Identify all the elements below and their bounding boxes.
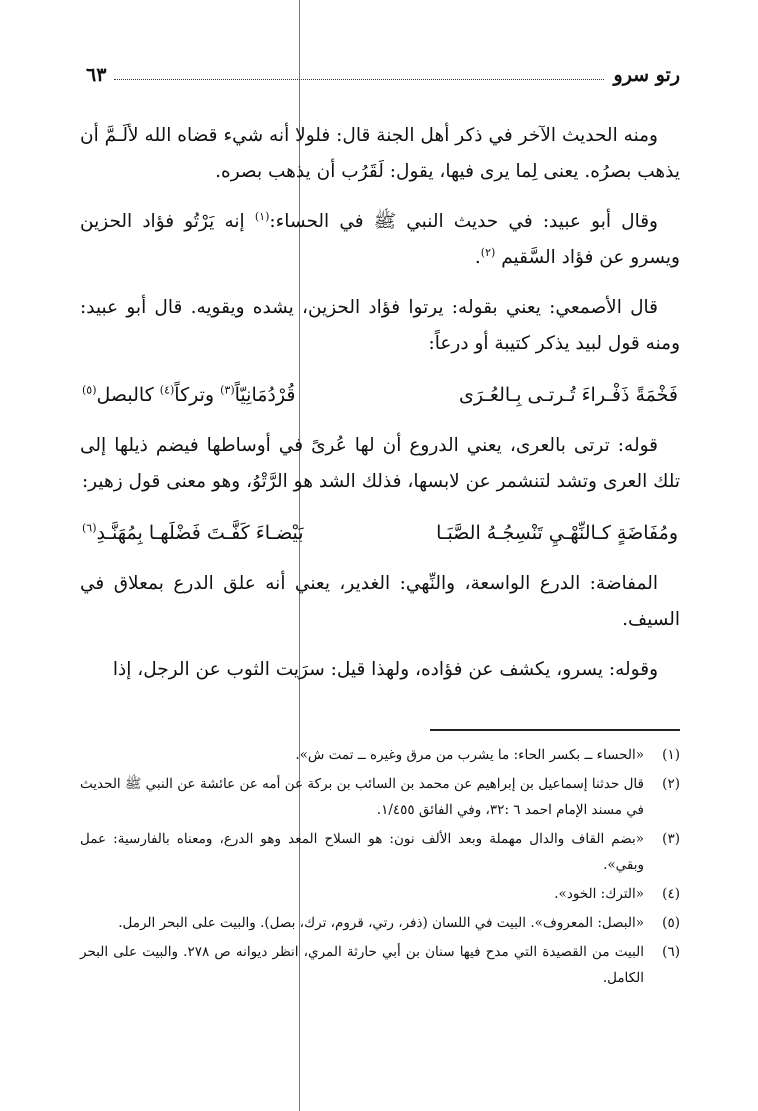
running-header [86, 58, 680, 86]
footnote-text: «الترك: الخود». [554, 886, 644, 902]
verse-1-word-b: وتركاً [174, 384, 221, 406]
footnote-item [80, 771, 680, 823]
main-text [80, 118, 680, 702]
footnote-number: (٢) [662, 776, 680, 792]
footnote-ref-6[interactable]: (٦) [82, 521, 97, 535]
verse-2-first-hemistich: ومُفَاضَةٍ كـالنِّهْـيِ تَنْسِجُـهُ الصَّبَـا [436, 522, 678, 544]
footnote-separator [430, 729, 680, 731]
footnote-ref-5[interactable]: (٥) [82, 383, 97, 397]
paragraph-2-text: وقال أبو عبيد: في حديث النبي ﷺ في الحساء: [269, 211, 658, 232]
header-dotted-leader [114, 79, 603, 80]
paragraph-2-text-2: إنه يَرْتُو فؤاد الحزين ويسرو عن فؤاد السَّقيم [80, 211, 680, 268]
footnote-item [80, 742, 680, 768]
footnote-number: (٦) [662, 944, 680, 960]
paragraph-2 [80, 204, 680, 276]
paragraph-5: المفاضة: الدرع الواسعة، والنِّهي: الغدير، يعني أنه علق الدرع بمعلاق في السيف. [80, 573, 680, 630]
footnotes [80, 742, 680, 994]
footnote-number: (٤) [662, 886, 680, 902]
footnote-number: (١) [662, 747, 680, 763]
paragraph-1: ومنه الحديث الآخر في ذكر أهل الجنة قال: فلولا أنه شيء قضاه الله لألَـمَّ أن يذهب بصرُه. يعنى لِما يرى فيها، يقول: لَقَرُب أن يذهب بصره. [80, 125, 680, 182]
verse-zuhayr [80, 514, 680, 552]
footnote-ref-4[interactable]: (٤) [159, 383, 175, 397]
footnote-number: (٣) [662, 831, 680, 847]
footnote-text: «البصل: المعروف». البيت في اللسان (ذفر، رتي، قروم، ترك، بصل). والبيت على البحر الرمل. [118, 915, 644, 931]
footnote-text: «الحساء ــ بكسر الحاء: ما يشرب من مرق وغيره ــ تمت ش». [295, 747, 644, 763]
footnote-ref-2[interactable]: (٢) [480, 245, 496, 259]
verse-1-first-hemistich: فَخْمَةً ذَفْـراءَ تُـرتـى بِـالعُـرَى [459, 384, 678, 406]
footnote-item [80, 910, 680, 936]
footnote-text: قال حدثنا إسماعيل بن إبراهيم عن محمد بن السائب بن بركة عن أمه عن عائشة عن النبي ﷺ الحديث في مسند الإمام احمد ٦ :٣٢، وفي الفائق ١/٤٥٥. [80, 776, 644, 818]
paragraph-2-end: . [474, 247, 481, 268]
footnote-item [80, 826, 680, 878]
verse-2-second-hemistich [82, 514, 304, 552]
footnote-item [80, 939, 680, 991]
footnote-ref-3[interactable]: (٣) [220, 383, 235, 397]
verse-2-text: بَيْضـاءَ كَفَّـتَ فَضْلَهـا بِمُهَنَّـدِ [96, 522, 304, 544]
verse-labid [80, 376, 680, 414]
verse-1-word-c: كالبصل [96, 384, 160, 406]
paragraph-3: قال الأصمعي: يعني بقوله: يرتوا فؤاد الحزين، يشده ويقويه. قال أبو عبيد: ومنه قول لبيد يذكر كتيبة أو درعاً: [80, 297, 680, 354]
footnote-item [80, 881, 680, 907]
verse-1-second-hemistich [82, 376, 295, 414]
paragraph-4: قوله: ترتى بالعرى، يعني الدروع أن لها عُرىً في أوساطها فيضم ذيلها إلى تلك العرى وتشد لتنشمر عن لابسها، فذلك الشد هو الرَّتْوُ، وهو معنى قول زهير: [80, 435, 680, 492]
paragraph-6: وقوله: يسرو، يكشف عن فؤاده، ولهذا قيل: سرَيت الثوب عن الرجل، إذا [112, 659, 658, 680]
footnote-ref-1[interactable]: (١) [254, 209, 270, 223]
footnote-text: «بضم القاف والدال مهملة وبعد الألف نون: هو السلاح المعد وهو الدرع، ومعناه بالفارسية: عمل وبقي». [80, 831, 644, 873]
page-number: ٦٣ [86, 64, 107, 86]
header-title: رتو سرو [613, 64, 680, 86]
footnote-number: (٥) [662, 915, 680, 931]
verse-1-word-a: قُرْدُمَانِيّاً [234, 384, 296, 406]
footnote-text: البيت من القصيدة التي مدح فيها سنان بن أبي حارثة المري، انظر ديوانه ص ٢٧٨. والبيت على البحر الكامل. [80, 944, 644, 986]
